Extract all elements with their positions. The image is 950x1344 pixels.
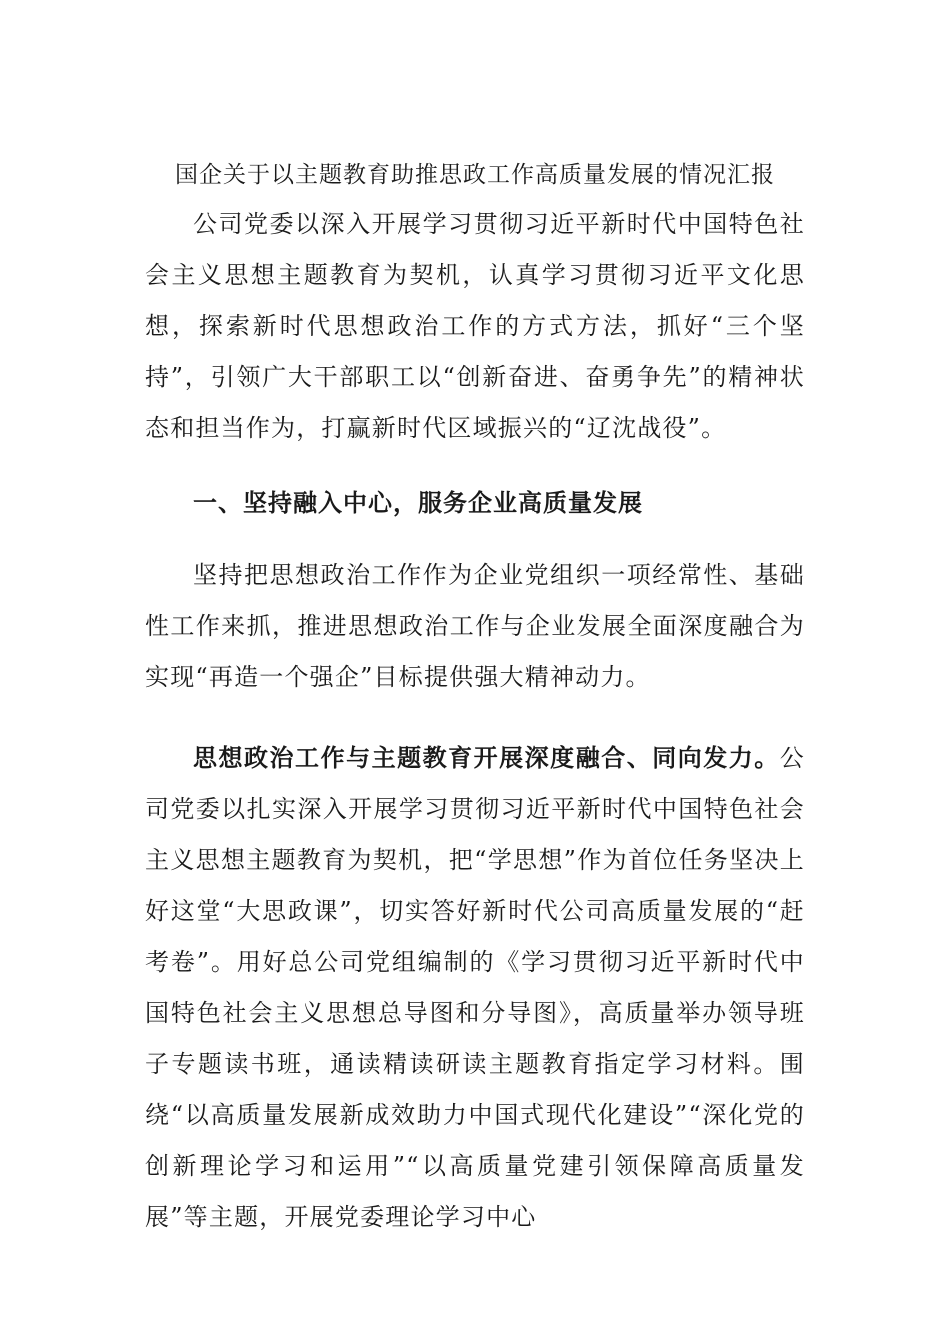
document-body: [145, 160, 805, 1243]
paragraph-gap: [145, 703, 805, 733]
section-heading: 一、坚持融入中心，服务企业高质量发展: [193, 489, 643, 517]
intro-paragraph: 公司党委以深入开展学习贯彻习近平新时代中国特色社会主义思想主题教育为契机，认真学习贯彻习近平文化思想，探索新时代思想政治工作的方式方法，抓好“三个坚持”，引领广大干部职工以“创新奋进、奋勇争先”的精神状态和担当作为，打赢新时代区域振兴的“辽沈战役”。: [145, 210, 805, 442]
document-title: 国企关于以主题教育助推思政工作高质量发展的情况汇报: [175, 162, 775, 188]
section-paragraph: 坚持把思想政治工作作为企业党组织一项经常性、基础性工作来抓，推进思想政治工作与企业发展全面深度融合为实现“再造一个强企”目标提供强大精神动力。: [145, 561, 805, 691]
item-lead-sentence: 思想政治工作与主题教育开展深度融合、同向发力。: [193, 744, 780, 772]
item-body-text: 公司党委以扎实深入开展学习贯彻习近平新时代中国特色社会主义思想主题教育为契机，把“学思想”作为首位任务坚决上好这堂“大思政课”，切实答好新时代公司高质量发展的“赶考卷”。用好总公司党组编制的《学习贯彻习近平新时代中国特色社会主义思想总导图和分导图》，高质量举办领导班子专题读书班，通读精读研读主题教育指定学习材料。围绕“以高质量发展新成效助力中国式现代化建设”“深化党的创新理论学习和运用”“以高质量党建引领保障高质量发展”等主题，开展党委理论学习中心: [145, 744, 805, 1231]
item-paragraph: [145, 733, 805, 1243]
